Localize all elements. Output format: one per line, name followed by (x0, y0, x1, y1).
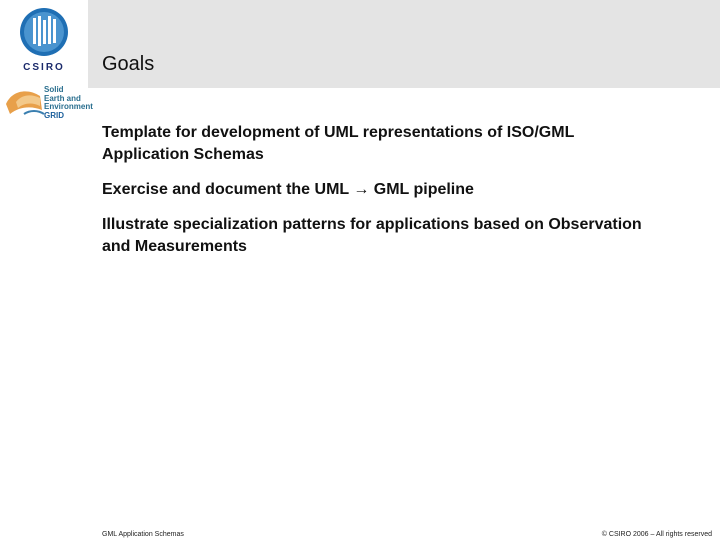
footer-left: GML Application Schemas (102, 531, 184, 538)
bullet-item: Illustrate specialization patterns for applications based on Observation and Measurements (102, 216, 642, 255)
sebg-line: GRID (44, 110, 64, 120)
sebg-line: Environment (44, 102, 93, 111)
header-band (88, 0, 720, 88)
bullet-item: Exercise and document the UML → GML pipeline (102, 181, 474, 198)
bullet-list (102, 122, 662, 271)
bullet-item: Template for development of UML representations of ISO/GML Application Schemas (102, 124, 575, 163)
sebg-logo-text (44, 86, 93, 120)
footer-copyright: © CSIRO 2006 – All rights reserved (601, 531, 712, 538)
slide-title: Goals (102, 53, 155, 75)
csiro-logo-text: CSIRO (23, 62, 65, 73)
sebg-line: Earth and (44, 93, 81, 103)
sebg-line: Solid (44, 85, 64, 94)
